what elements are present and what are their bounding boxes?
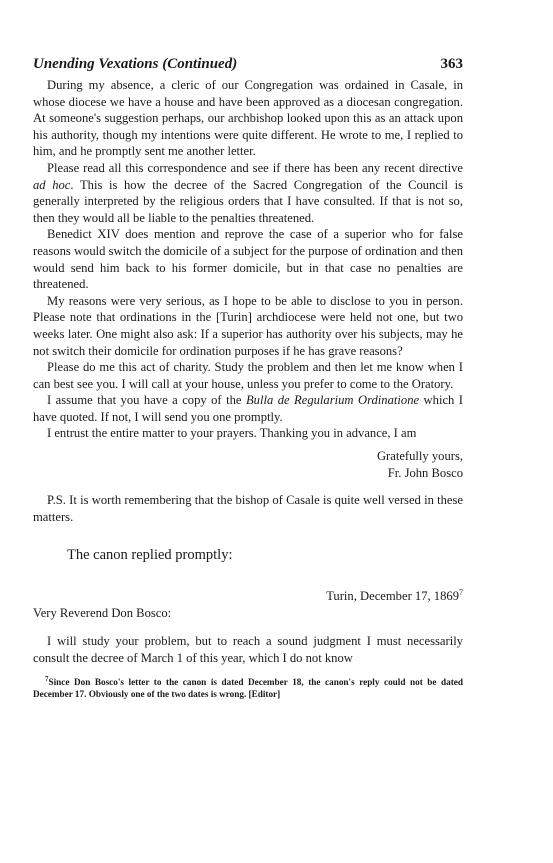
reply-salutation: Very Reverend Don Bosco: (33, 606, 172, 621)
running-head (33, 56, 463, 73)
dateline-text: Turin, December 17, 1869 (326, 589, 459, 604)
letter-paragraph (33, 77, 463, 160)
page-number: 363 (440, 56, 463, 72)
letter-paragraph (33, 293, 463, 359)
running-title: Unending Vexations (Continued) (33, 56, 238, 72)
book-page (33, 56, 463, 700)
paragraph-text: which I have quoted. If not, I will send you one promptly. (33, 393, 463, 424)
reply-dateline (33, 588, 463, 604)
letter-paragraph (33, 160, 463, 226)
paragraph-text: Benedict XIV does mention and reprove the case of a superior who for false reasons would switch the domicile of a subject for the purpose of ordination and then would send him back to his former domicile, but in that case no penalties are threatened. (33, 227, 463, 292)
paragraph-text: I entrust the entire matter to your prayers. Thanking you in advance, I am (47, 426, 417, 441)
paragraph-text: Please read all this correspondence and see if there has been any recent directive (47, 160, 463, 175)
italic-phrase: Bulla de Regularium Ordinatione (245, 393, 420, 408)
footnote-mark: 7 (45, 674, 49, 683)
letter-body (33, 77, 463, 442)
signature: Fr. John Bosco (387, 466, 463, 481)
valediction: Gratefully yours, (376, 449, 463, 464)
paragraph-text: During my absence, a cleric of our Congregation was ordained in Casale, in whose diocese we have a house and have been approved as a diocesan congregation. At someone's suggestion perhaps, our archbishop looked upon this as an attack upon his authority, though my intentions were quite different. He wrote to me, I replied to him, and he promptly sent me another letter. (33, 78, 463, 159)
postscript: P.S. It is worth remembering that the bishop of Casale is quite well versed in these matters. (33, 493, 463, 524)
footnote (33, 673, 463, 700)
footnote-ref: 7 (459, 588, 463, 598)
paragraph-text: I assume that you have a copy of the (47, 393, 246, 408)
footnote-text: Since Don Bosco's letter to the canon is dated December 18, the canon's reply could not be dated December 17. Obviously one of the two dates is wrong. [Editor] (33, 676, 463, 699)
letter-closing (33, 448, 463, 482)
letter-paragraph (33, 226, 463, 292)
letter-paragraph (33, 392, 463, 425)
italic-phrase: ad hoc (33, 177, 71, 192)
paragraph-text: . This is how the decree of the Sacred Congregation of the Council is generally interpreted by the religious orders that I have consulted. If that is not so, then they would all be liable to the penalties threatened. (33, 177, 463, 225)
reply-text: I will study your problem, but to reach a sound judgment I must necessarily consult the decree of March 1 of this year, which I do not know (33, 634, 463, 666)
intro-line: The canon replied promptly: (67, 547, 233, 564)
paragraph-text: My reasons were very serious, as I hope to be able to disclose to you in person. Please note that ordinations in the [Turin] archdiocese were held not one, but two weeks later. One might also ask: If a superior has authority over his subjects, may he not switch their domicile for ordination purposes if he has grave reasons? (33, 293, 463, 358)
letter-paragraph (33, 359, 463, 392)
paragraph-text: Please do me this act of charity. Study the problem and then let me know when I can best see you. I will call at your house, unless you prefer to come to the Oratory. (33, 360, 463, 391)
letter-paragraph (33, 425, 463, 442)
